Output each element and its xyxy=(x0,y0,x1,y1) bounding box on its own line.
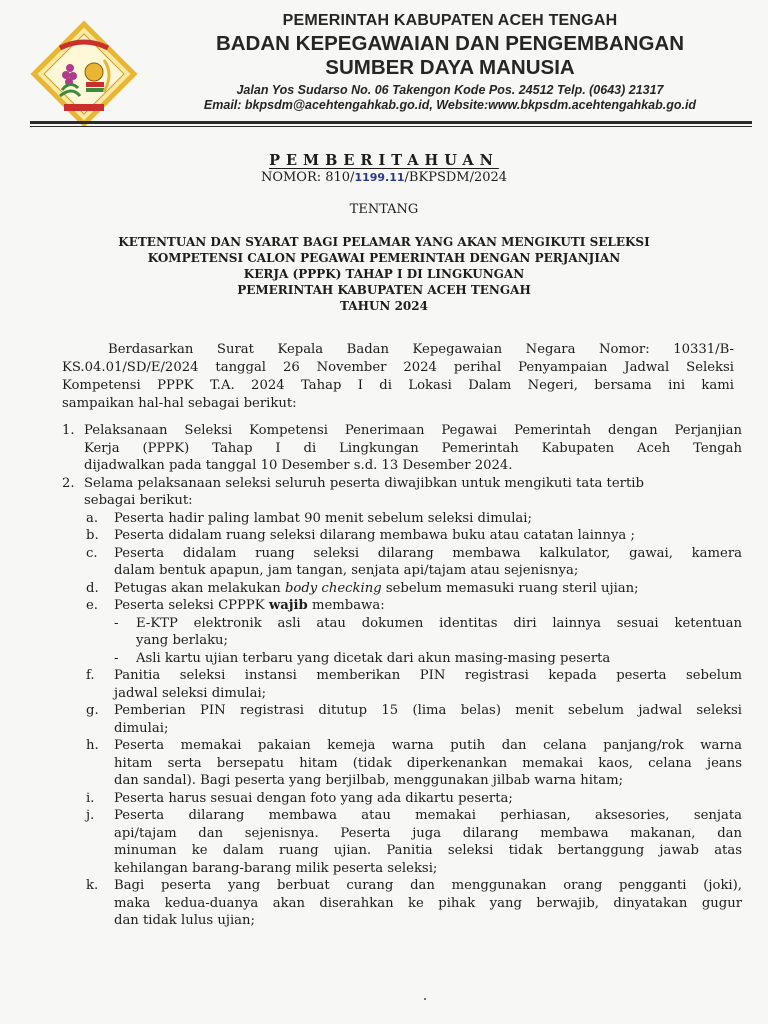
list-marker: a. xyxy=(86,510,99,526)
list-marker: 1. xyxy=(62,423,75,438)
list-item-1 xyxy=(62,422,742,475)
letterhead-divider xyxy=(30,121,752,124)
list-line: hitam serta bersepatu hitam (tidak diperkenankan memakai kaos, celana jeans xyxy=(114,755,742,771)
rule-item-c xyxy=(62,545,742,580)
list-line: kehilangan barang-barang milik peserta seleksi; xyxy=(114,860,438,876)
subject-line: KOMPETENSI CALON PEGAWAI PEMERINTAH DENGAN PERJANJIAN xyxy=(147,251,621,265)
list-line: Peserta dilarang membawa atau memakai perhiasan, aksesories, senjata xyxy=(114,808,742,823)
list-line: Peserta harus sesuai dengan foto yang ada dikartu peserta; xyxy=(114,790,513,806)
list-line: Bagi peserta yang berbuat curang dan menggunakan orang pengganti (joki), xyxy=(114,878,742,893)
text-run: membawa: xyxy=(307,598,385,613)
list-line: Peserta didalam ruang seleksi dilarang membawa buku atau catatan lainnya ; xyxy=(114,528,635,543)
aceh-tengah-logo-icon xyxy=(30,20,138,128)
text-italic: body checking xyxy=(284,580,382,596)
letterhead-agency: BADAN KEPEGAWAIAN DAN PENGEMBANGAN xyxy=(215,32,685,55)
rule-item-g xyxy=(62,702,742,737)
list-line: dimulai; xyxy=(114,720,169,736)
list-line: jadwal seleksi dimulai; xyxy=(114,685,267,701)
letterhead-agency-line2: SUMBER DAYA MANUSIA xyxy=(325,56,575,79)
rule-item-b xyxy=(62,527,742,545)
list-line: dan sandal). Bagi peserta yang berjilbab, menggunakan jilbab warna hitam; xyxy=(114,773,624,788)
intro-line: Berdasarkan Surat Kepala Badan Kepegawaian Negara Nomor: 10331/B- xyxy=(108,342,734,357)
scan-speck xyxy=(424,998,426,1000)
letterhead-government: PEMERINTAH KABUPATEN ACEH TENGAH xyxy=(282,12,618,29)
letterhead-address: Jalan Yos Sudarso No. 06 Takengon Kode Pos. 24512 Telp. (0643) 21317 xyxy=(236,83,664,97)
list-line: Kerja (PPPK) Tahap I di Lingkungan Pemerintah Kabupaten Aceh Tengah xyxy=(84,440,742,456)
list-marker: h. xyxy=(86,738,99,753)
dash-marker: - xyxy=(114,650,119,666)
list-line: dijadwalkan pada tanggal 10 Desember s.d. 13 Desember 2024. xyxy=(84,458,513,473)
list-marker: g. xyxy=(86,703,99,718)
rule-item-k xyxy=(62,877,742,930)
document-title: PEMBERITAHUAN xyxy=(269,152,499,169)
subject-line: TAHUN 2024 xyxy=(340,299,428,313)
document-number xyxy=(0,170,768,185)
list-line: E-KTP elektronik asli atau dokumen identitas diri lainnya sesuai ketentuan xyxy=(136,615,742,631)
list-marker: c. xyxy=(86,545,98,561)
number-prefix: NOMOR: 810/ xyxy=(260,170,355,185)
list-line: Selama pelaksanaan seleksi seluruh peserta diwajibkan untuk mengikuti tata tertib xyxy=(84,475,644,491)
list-line: Peserta didalam ruang seleksi dilarang membawa kalkulator, gawai, kamera xyxy=(114,545,742,561)
list-line xyxy=(114,580,742,598)
text-bold: wajib xyxy=(268,598,308,613)
list-item-2 xyxy=(62,475,742,510)
intro-line: sampaikan hal-hal sebagai berikut: xyxy=(62,396,297,411)
list-line: dan tidak lulus ujian; xyxy=(114,913,255,928)
list-line xyxy=(114,597,742,615)
list-line: Peserta hadir paling lambat 90 menit sebelum seleksi dimulai; xyxy=(114,510,532,526)
list-line: Peserta memakai pakaian kemeja warna putih dan celana panjang/rok warna xyxy=(114,738,742,753)
list-line: Pemberian PIN registrasi ditutup 15 (lima belas) menit sebelum jadwal seleksi xyxy=(114,703,742,718)
letterhead-divider-thin xyxy=(30,126,752,127)
rule-item-f xyxy=(62,667,742,702)
list-line: Asli kartu ujian terbaru yang dicetak dari akun masing-masing peserta xyxy=(136,650,611,666)
number-handwritten: 1199.11 xyxy=(354,171,405,184)
subject-heading xyxy=(90,234,678,314)
rule-item-e-1 xyxy=(62,615,742,650)
subject-line: KETENTUAN DAN SYARAT BAGI PELAMAR YANG AKAN MENGIKUTI SELEKSI xyxy=(118,235,650,249)
list-line: Panitia seleksi instansi memberikan PIN registrasi kepada peserta sebelum xyxy=(114,668,742,683)
rule-item-d xyxy=(62,580,742,598)
list-line: dalam bentuk apapun, jam tangan, senjata api/tajam atau sejenisnya; xyxy=(114,563,579,578)
letterhead-contact: Email: bkpsdm@acehtengahkab.go.id, Website:www.bkpsdm.acehtengahkab.go.id xyxy=(203,98,697,112)
number-suffix: /BKPSDM/2024 xyxy=(404,170,508,185)
rule-item-e-2 xyxy=(62,650,742,668)
list-marker: i. xyxy=(86,790,95,806)
rule-item-h xyxy=(62,737,742,790)
rule-item-e xyxy=(62,597,742,615)
subject-line: KERJA (PPPK) TAHAP I DI LINGKUNGAN xyxy=(243,267,525,281)
text-run: sebelum memasuki ruang steril ujian; xyxy=(381,580,639,596)
provisions-list xyxy=(62,422,742,930)
list-line: api/tajam dan sejenisnya. Peserta juga dilarang membawa makanan, dan xyxy=(114,825,742,841)
subject-line: PEMERINTAH KABUPATEN ACEH TENGAH xyxy=(237,283,531,297)
list-marker: d. xyxy=(86,580,99,596)
list-marker: 2. xyxy=(62,475,75,491)
dash-marker: - xyxy=(114,615,119,631)
list-marker: e. xyxy=(86,598,98,613)
list-line: minuman ke dalam ruang ujian. Panitia seleksi tidak bertanggung jawab atas xyxy=(114,843,742,858)
list-marker: j. xyxy=(86,808,95,823)
list-marker: b. xyxy=(86,528,99,543)
regarding-label: TENTANG xyxy=(349,202,419,217)
rule-item-j xyxy=(62,807,742,877)
text-run: Petugas akan melakukan xyxy=(114,580,285,596)
intro-line: Kompetensi PPPK T.A. 2024 Tahap I di Lokasi Dalam Negeri, bersama ini kami xyxy=(62,378,734,393)
text-run: Peserta seleksi CPPPK xyxy=(114,598,269,613)
list-marker: k. xyxy=(86,878,99,893)
intro-line: KS.04.01/SD/E/2024 tanggal 26 November 2024 perihal Penyampaian Jadwal Seleksi xyxy=(62,360,734,375)
rule-item-i xyxy=(62,790,742,808)
list-line: sebagai berikut: xyxy=(84,493,193,508)
list-line: Pelaksanaan Seleksi Kompetensi Penerimaan Pegawai Pemerintah dengan Perjanjian xyxy=(84,423,742,438)
list-marker: f. xyxy=(86,668,95,683)
list-line: yang berlaku; xyxy=(136,633,228,648)
rule-item-a xyxy=(62,510,742,528)
intro-paragraph xyxy=(62,341,734,413)
list-line: maka kedua-duanya akan diserahkan ke pihak yang berwajib, dinyatakan gugur xyxy=(114,895,742,911)
